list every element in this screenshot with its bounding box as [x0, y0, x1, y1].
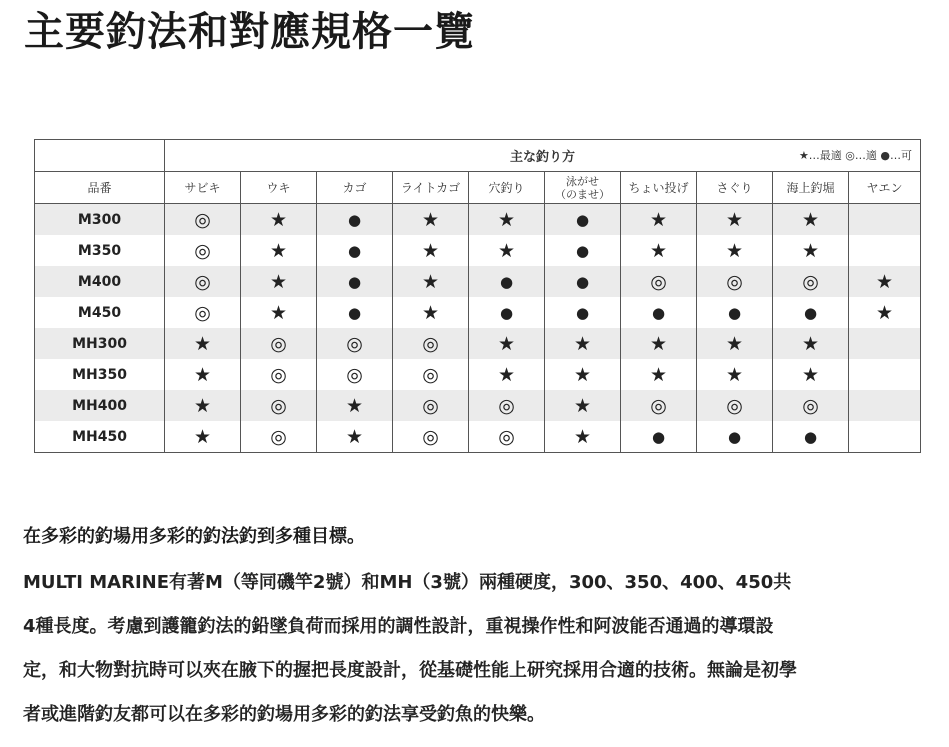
rating-cell	[621, 390, 697, 421]
double-circle-icon: ◎	[422, 425, 439, 448]
star-icon: ★	[269, 239, 288, 262]
rating-cell	[697, 421, 773, 453]
rating-cell	[545, 297, 621, 328]
filled-circle-icon: ●	[803, 427, 818, 446]
star-icon: ★	[421, 239, 440, 262]
rating-cell	[317, 204, 393, 236]
double-circle-icon: ◎	[270, 332, 287, 355]
model-cell: MH300	[35, 328, 165, 359]
rating-cell	[165, 390, 241, 421]
rating-cell	[849, 297, 921, 328]
column-header: ウキ	[241, 172, 317, 204]
column-header-sublabel: （のませ）	[555, 187, 610, 201]
description-subtitle: 在多彩的釣場用多彩的釣法釣到多種目標。	[23, 526, 365, 547]
rating-cell	[393, 266, 469, 297]
rating-cell	[469, 204, 545, 236]
double-circle-icon: ◎	[802, 394, 819, 417]
double-circle-icon: ◎	[498, 425, 515, 448]
model-cell: M300	[35, 204, 165, 236]
model-cell: M400	[35, 266, 165, 297]
star-icon: ★	[193, 394, 212, 417]
star-icon: ★	[875, 270, 894, 293]
rating-cell	[545, 421, 621, 453]
column-header: ちょい投げ	[621, 172, 697, 204]
description-line: MULTI MARINE有著M（等同磯竿2號）和MH（3號）兩種硬度，300、350、400、450共	[23, 572, 792, 593]
table-header-group-row	[35, 140, 921, 172]
rating-cell	[393, 235, 469, 266]
model-cell: MH350	[35, 359, 165, 390]
star-icon: ★	[193, 425, 212, 448]
double-circle-icon: ◎	[194, 301, 211, 324]
column-header: 海上釣堀	[773, 172, 849, 204]
description-line: 4種長度。考慮到護籠釣法的鉛墜負荷而採用的調性設計，重視操作性和阿波能否通過的導環設	[23, 616, 774, 637]
rating-cell	[697, 204, 773, 236]
filled-circle-icon: ●	[575, 303, 590, 322]
star-icon: ★	[875, 301, 894, 324]
rating-cell	[393, 390, 469, 421]
column-header: ライトカゴ	[393, 172, 469, 204]
rating-cell	[849, 204, 921, 236]
star-icon: ★	[421, 208, 440, 231]
rating-cell	[621, 204, 697, 236]
rating-cell	[697, 266, 773, 297]
rating-cell	[545, 266, 621, 297]
rating-cell	[697, 390, 773, 421]
rating-cell	[469, 297, 545, 328]
star-icon: ★	[497, 239, 516, 262]
group-header-cell	[165, 140, 921, 172]
rating-cell	[773, 421, 849, 453]
rating-cell	[165, 266, 241, 297]
rating-cell	[849, 235, 921, 266]
star-icon: ★	[801, 239, 820, 262]
star-icon: ★	[269, 301, 288, 324]
star-icon: ★	[269, 208, 288, 231]
table-row	[35, 235, 921, 266]
rating-cell	[317, 297, 393, 328]
rating-cell	[849, 390, 921, 421]
rating-cell	[621, 421, 697, 453]
rating-cell	[165, 235, 241, 266]
header-corner-cell	[35, 140, 165, 172]
star-icon: ★	[421, 270, 440, 293]
filled-circle-icon: ●	[727, 303, 742, 322]
column-header: さぐり	[697, 172, 773, 204]
rating-cell	[773, 297, 849, 328]
rating-cell	[165, 204, 241, 236]
double-circle-icon: ◎	[422, 332, 439, 355]
rating-cell	[469, 421, 545, 453]
table-row	[35, 204, 921, 236]
table-row	[35, 328, 921, 359]
model-cell: M450	[35, 297, 165, 328]
rating-cell	[697, 359, 773, 390]
rating-cell	[165, 328, 241, 359]
rating-cell	[241, 328, 317, 359]
rating-cell	[697, 297, 773, 328]
column-header: サビキ	[165, 172, 241, 204]
double-circle-icon: ◎	[346, 363, 363, 386]
filled-circle-icon: ●	[499, 272, 514, 291]
rating-cell	[469, 328, 545, 359]
rating-cell	[241, 266, 317, 297]
rating-cell	[621, 235, 697, 266]
description-section	[23, 517, 933, 737]
rating-cell	[545, 235, 621, 266]
star-icon: ★	[725, 208, 744, 231]
rating-cell	[241, 204, 317, 236]
model-cell: M350	[35, 235, 165, 266]
star-icon: ★	[497, 208, 516, 231]
double-circle-icon: ◎	[498, 394, 515, 417]
rating-cell	[849, 266, 921, 297]
star-icon: ★	[649, 208, 668, 231]
double-circle-icon: ◎	[726, 270, 743, 293]
star-icon: ★	[497, 332, 516, 355]
rating-cell	[697, 328, 773, 359]
star-icon: ★	[345, 394, 364, 417]
rating-cell	[697, 235, 773, 266]
double-circle-icon: ◎	[422, 394, 439, 417]
star-icon: ★	[497, 363, 516, 386]
star-icon: ★	[193, 363, 212, 386]
rating-cell	[393, 328, 469, 359]
rating-cell	[165, 297, 241, 328]
star-icon: ★	[573, 332, 592, 355]
rating-cell	[545, 390, 621, 421]
rating-cell	[469, 266, 545, 297]
model-cell: MH400	[35, 390, 165, 421]
filled-circle-icon: ●	[347, 210, 362, 229]
rating-cell	[773, 235, 849, 266]
double-circle-icon: ◎	[422, 363, 439, 386]
model-cell: MH450	[35, 421, 165, 453]
rating-cell	[773, 390, 849, 421]
star-icon: ★	[725, 239, 744, 262]
double-circle-icon: ◎	[346, 332, 363, 355]
rating-cell	[545, 204, 621, 236]
star-icon: ★	[801, 332, 820, 355]
star-icon: ★	[421, 301, 440, 324]
rating-cell	[469, 359, 545, 390]
table-row	[35, 266, 921, 297]
double-circle-icon: ◎	[270, 425, 287, 448]
table-row	[35, 297, 921, 328]
table-row	[35, 359, 921, 390]
table-column-header-row	[35, 172, 921, 204]
filled-circle-icon: ●	[347, 272, 362, 291]
star-icon: ★	[345, 425, 364, 448]
filled-circle-icon: ●	[651, 427, 666, 446]
rating-cell	[165, 359, 241, 390]
rating-cell	[241, 421, 317, 453]
rating-cell	[773, 266, 849, 297]
rating-cell	[469, 235, 545, 266]
double-circle-icon: ◎	[270, 394, 287, 417]
rating-cell	[773, 328, 849, 359]
rating-cell	[317, 390, 393, 421]
rating-cell	[773, 359, 849, 390]
star-icon: ★	[725, 363, 744, 386]
rating-cell	[545, 328, 621, 359]
double-circle-icon: ◎	[194, 239, 211, 262]
double-circle-icon: ◎	[650, 270, 667, 293]
filled-circle-icon: ●	[575, 241, 590, 260]
rating-cell	[165, 421, 241, 453]
column-header: カゴ	[317, 172, 393, 204]
column-header: ヤエン	[849, 172, 921, 204]
star-icon: ★	[649, 363, 668, 386]
rating-cell	[317, 328, 393, 359]
rating-cell	[241, 235, 317, 266]
star-icon: ★	[193, 332, 212, 355]
rating-cell	[621, 266, 697, 297]
star-icon: ★	[649, 239, 668, 262]
double-circle-icon: ◎	[726, 394, 743, 417]
star-icon: ★	[269, 270, 288, 293]
double-circle-icon: ◎	[194, 208, 211, 231]
rating-cell	[545, 359, 621, 390]
star-icon: ★	[725, 332, 744, 355]
rating-cell	[241, 297, 317, 328]
filled-circle-icon: ●	[347, 241, 362, 260]
model-column-header: 品番	[35, 172, 165, 204]
star-icon: ★	[801, 208, 820, 231]
double-circle-icon: ◎	[650, 394, 667, 417]
rating-cell	[317, 359, 393, 390]
rating-cell	[849, 328, 921, 359]
column-header-label: 泳がせ	[566, 174, 599, 188]
filled-circle-icon: ●	[803, 303, 818, 322]
rating-cell	[317, 266, 393, 297]
star-icon: ★	[573, 363, 592, 386]
rating-cell	[241, 390, 317, 421]
rating-cell	[621, 328, 697, 359]
page-title: 主要釣法和對應規格一覽	[24, 9, 475, 55]
column-header: 穴釣り	[469, 172, 545, 204]
rating-cell	[621, 297, 697, 328]
double-circle-icon: ◎	[270, 363, 287, 386]
double-circle-icon: ◎	[194, 270, 211, 293]
star-icon: ★	[573, 394, 592, 417]
rating-cell	[393, 359, 469, 390]
filled-circle-icon: ●	[347, 303, 362, 322]
double-circle-icon: ◎	[802, 270, 819, 293]
filled-circle-icon: ●	[651, 303, 666, 322]
rating-cell	[849, 421, 921, 453]
rating-cell	[393, 204, 469, 236]
rating-cell	[849, 359, 921, 390]
rating-cell	[241, 359, 317, 390]
symbol-legend: ★…最適 ◎…適 ●…可	[798, 149, 912, 162]
spec-table	[34, 139, 921, 453]
rating-cell	[773, 204, 849, 236]
star-icon: ★	[801, 363, 820, 386]
filled-circle-icon: ●	[575, 272, 590, 291]
filled-circle-icon: ●	[727, 427, 742, 446]
rating-cell	[469, 390, 545, 421]
description-line: 定，和大物對抗時可以夾在腋下的握把長度設計，從基礎性能上研究採用合適的技術。無論是初學	[23, 660, 797, 681]
description-line: 者或進階釣友都可以在多彩的釣場用多彩的釣法享受釣魚的快樂。	[23, 704, 545, 725]
filled-circle-icon: ●	[575, 210, 590, 229]
group-header-label: 主な釣り方	[509, 150, 575, 165]
rating-cell	[393, 421, 469, 453]
table-row	[35, 421, 921, 453]
rating-cell	[317, 421, 393, 453]
rating-cell	[621, 359, 697, 390]
filled-circle-icon: ●	[499, 303, 514, 322]
rating-cell	[317, 235, 393, 266]
star-icon: ★	[649, 332, 668, 355]
star-icon: ★	[573, 425, 592, 448]
rating-cell	[393, 297, 469, 328]
table-row	[35, 390, 921, 421]
column-header	[545, 172, 621, 204]
